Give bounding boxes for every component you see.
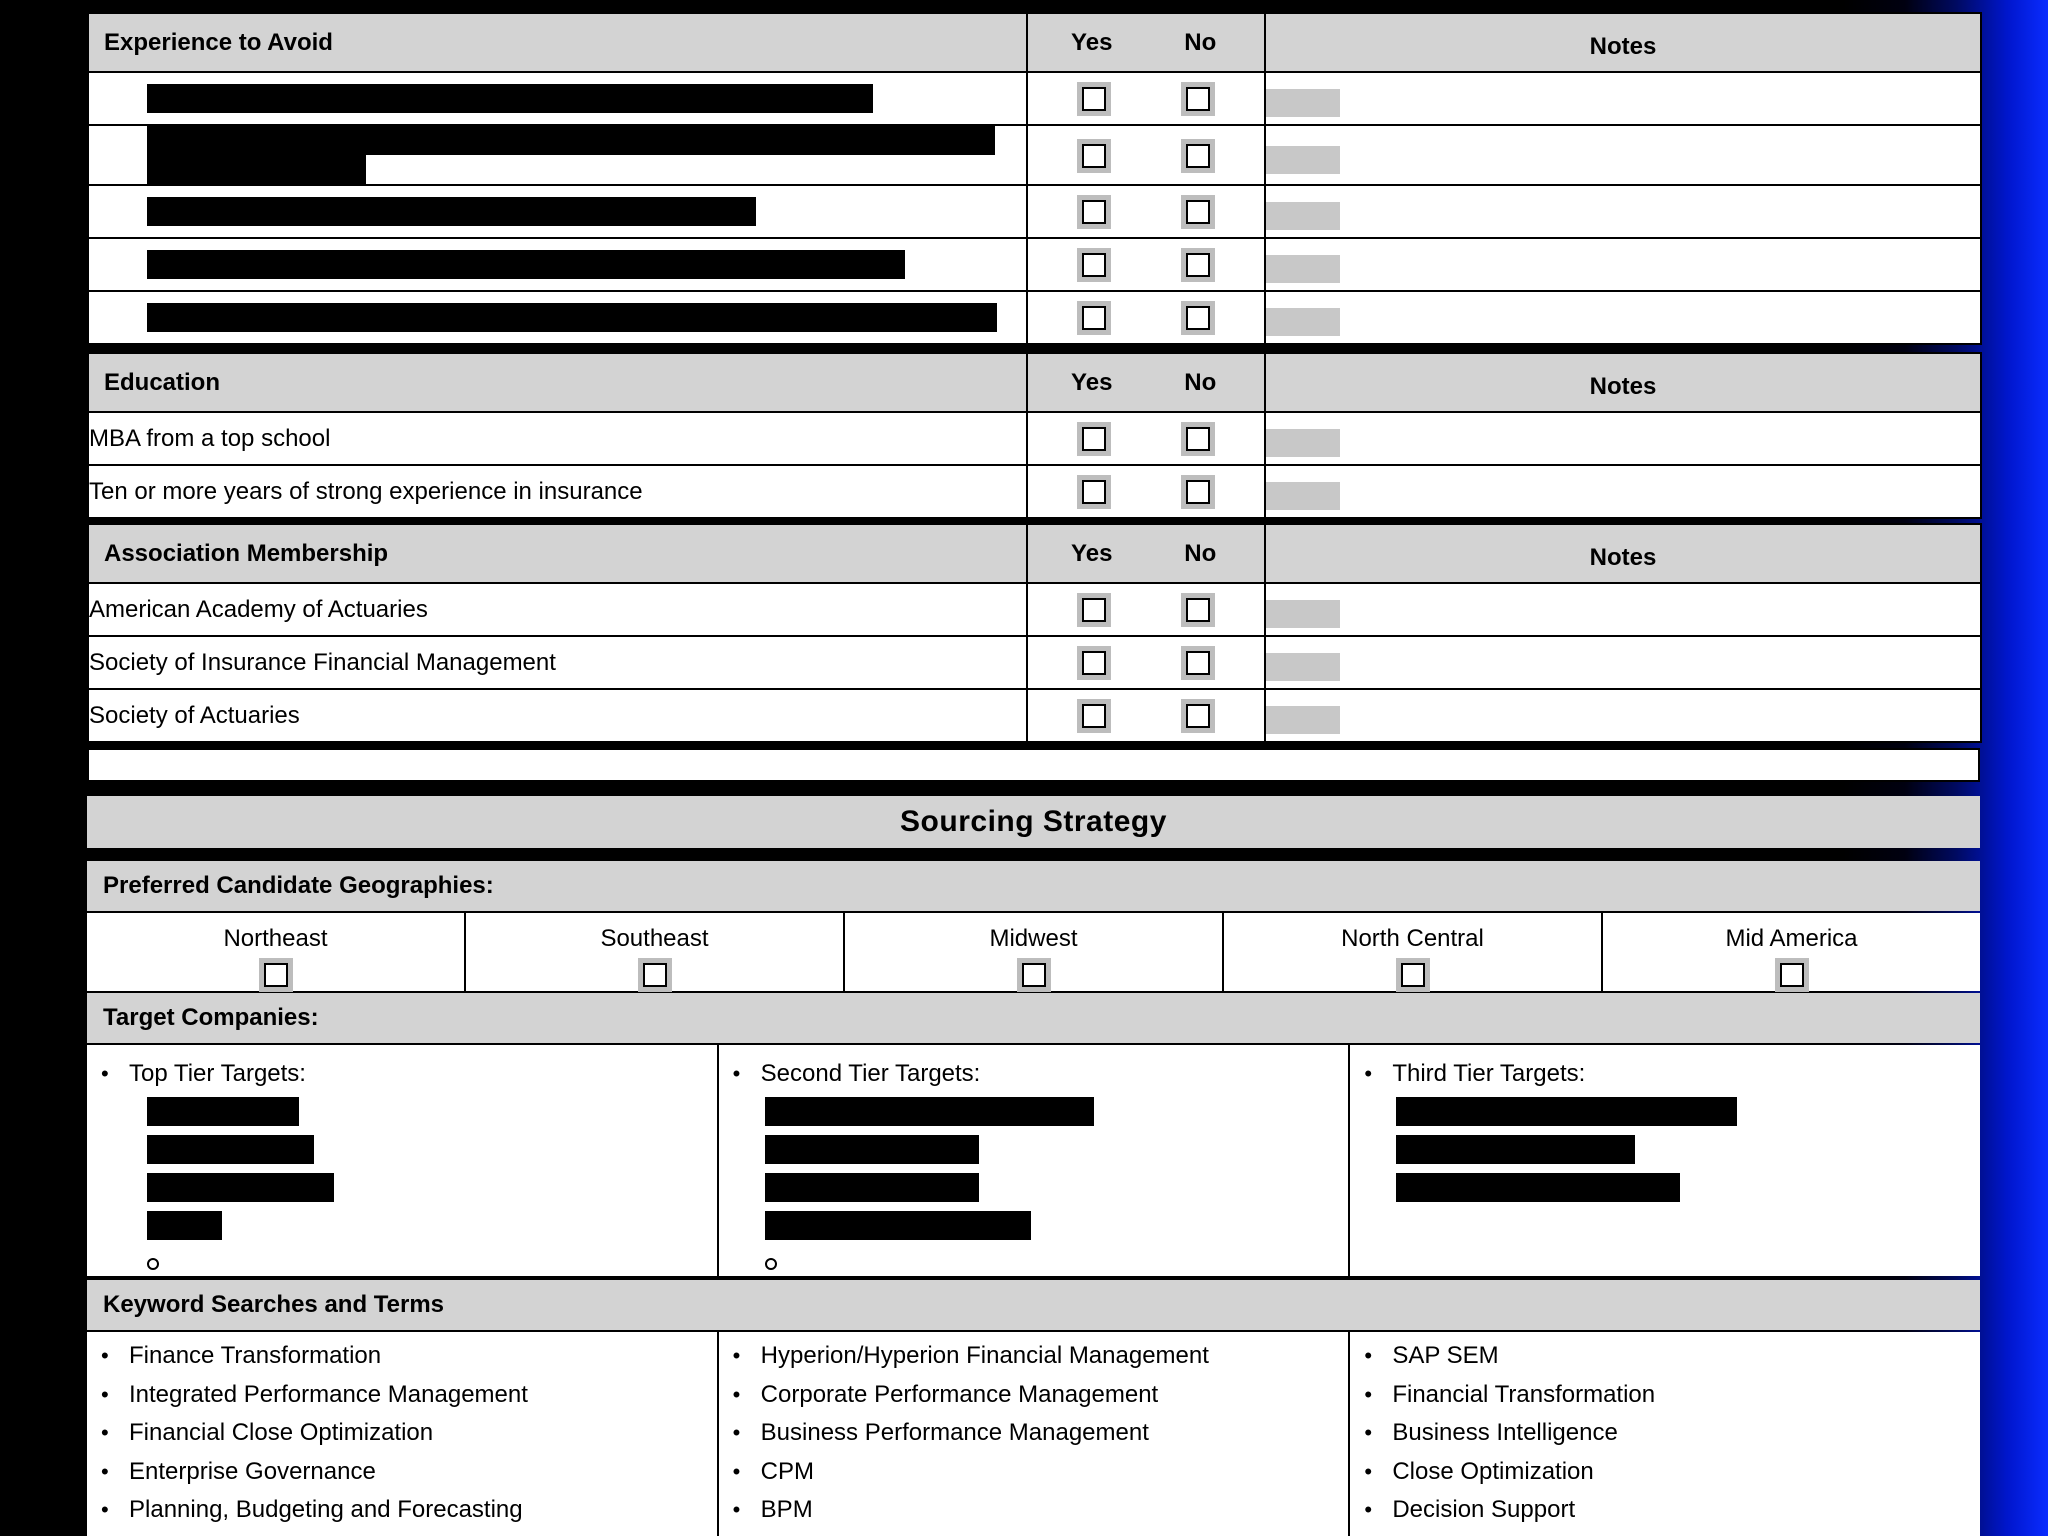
notes-cell (1265, 465, 1981, 518)
redacted-criterion (88, 125, 1027, 185)
notes-label: Notes (1265, 13, 1981, 72)
geography-checkbox[interactable] (264, 963, 288, 987)
no-checkbox[interactable] (1186, 480, 1210, 504)
keyword-item: • Corporate Performance Management (733, 1376, 1349, 1415)
notes-cell (1265, 412, 1981, 465)
yes-checkbox[interactable] (1082, 704, 1106, 728)
redacted-company-list (765, 1097, 1349, 1240)
target-companies-columns (87, 1045, 1980, 1276)
notes-field[interactable] (1266, 706, 1340, 734)
keyword-item: • Business Performance Management (733, 1414, 1349, 1453)
geographies-heading: Preferred Candidate Geographies: (87, 861, 1980, 911)
yes-checkbox[interactable] (1082, 87, 1106, 111)
yes-no-header (1027, 524, 1265, 583)
tier-column (1350, 1045, 1980, 1276)
education-criterion: MBA from a top school (88, 412, 1027, 465)
association-table (87, 523, 1982, 743)
yes-checkbox[interactable] (1082, 253, 1106, 277)
redacted-criterion (88, 291, 1027, 344)
no-checkbox[interactable] (1186, 704, 1210, 728)
tier-heading: • Second Tier Targets: (733, 1057, 1349, 1097)
no-label: No (1184, 28, 1217, 56)
no-label: No (1184, 539, 1217, 567)
tier-column (87, 1045, 719, 1276)
geography-label: Mid America (1725, 925, 1858, 952)
sub-bullet-icon (147, 1258, 159, 1270)
no-checkbox[interactable] (1186, 598, 1210, 622)
education-heading: Education (88, 353, 1027, 412)
experience-heading: Experience to Avoid (88, 13, 1027, 72)
association-row (88, 636, 1981, 689)
geography-checkbox[interactable] (1780, 963, 1804, 987)
geography-label: North Central (1341, 925, 1484, 952)
association-criterion: American Academy of Actuaries (88, 583, 1027, 636)
yes-checkbox[interactable] (1082, 651, 1106, 675)
yes-checkbox[interactable] (1082, 306, 1106, 330)
education-row (88, 412, 1981, 465)
yes-checkbox[interactable] (1082, 480, 1106, 504)
notes-field[interactable] (1266, 202, 1340, 230)
notes-cell (1265, 583, 1981, 636)
experience-row (88, 291, 1981, 344)
keyword-item: • Planning, Budgeting and Forecasting (101, 1491, 717, 1530)
association-row (88, 689, 1981, 742)
geography-option (466, 913, 845, 991)
notes-field[interactable] (1266, 146, 1340, 174)
no-checkbox[interactable] (1186, 200, 1210, 224)
education-row (88, 465, 1981, 518)
experience-row (88, 72, 1981, 125)
keyword-item: • CPM (733, 1453, 1349, 1492)
geography-option (1603, 913, 1980, 991)
yes-no-cell (1027, 238, 1265, 291)
geography-option (87, 913, 466, 991)
yes-no-cell (1027, 583, 1265, 636)
yes-no-cell (1027, 689, 1265, 742)
experience-to-avoid-table (87, 12, 1982, 345)
notes-cell (1265, 291, 1981, 344)
yes-checkbox[interactable] (1082, 427, 1106, 451)
association-row (88, 583, 1981, 636)
education-header-row (88, 353, 1981, 412)
geography-option (1224, 913, 1603, 991)
experience-header-row (88, 13, 1981, 72)
redacted-criterion (88, 185, 1027, 238)
keyword-item: • SAP SEM (1364, 1337, 1980, 1376)
no-label: No (1184, 368, 1217, 396)
yes-no-cell (1027, 465, 1265, 518)
notes-field[interactable] (1266, 255, 1340, 283)
yes-label: Yes (1071, 368, 1113, 396)
experience-row (88, 238, 1981, 291)
notes-field[interactable] (1266, 429, 1340, 457)
notes-field[interactable] (1266, 89, 1340, 117)
association-criterion: Society of Actuaries (88, 689, 1027, 742)
keyword-item: • Hyperion/Hyperion Financial Management (733, 1337, 1349, 1376)
keyword-item: • Business Intelligence (1364, 1414, 1980, 1453)
geography-label: Midwest (989, 925, 1078, 952)
yes-no-cell (1027, 636, 1265, 689)
keyword-item: • Finance Transformation (101, 1337, 717, 1376)
no-checkbox[interactable] (1186, 144, 1210, 168)
yes-checkbox[interactable] (1082, 598, 1106, 622)
keyword-item: • Decision Support (1364, 1491, 1980, 1530)
no-checkbox[interactable] (1186, 87, 1210, 111)
experience-row (88, 185, 1981, 238)
association-heading: Association Membership (88, 524, 1027, 583)
notes-cell (1265, 72, 1981, 125)
tier-heading: • Third Tier Targets: (1364, 1057, 1980, 1097)
yes-checkbox[interactable] (1082, 200, 1106, 224)
sub-bullet-icon (765, 1258, 777, 1270)
redacted-company-list (147, 1097, 717, 1240)
yes-no-cell (1027, 125, 1265, 185)
association-header-row (88, 524, 1981, 583)
notes-field[interactable] (1266, 482, 1340, 510)
yes-label: Yes (1071, 28, 1113, 56)
geography-label: Northeast (223, 925, 328, 952)
keyword-item: • Financial Transformation (1364, 1376, 1980, 1415)
keywords-heading: Keyword Searches and Terms (87, 1280, 1980, 1330)
target-companies-heading: Target Companies: (87, 993, 1980, 1043)
notes-field[interactable] (1266, 600, 1340, 628)
yes-no-cell (1027, 72, 1265, 125)
yes-label: Yes (1071, 539, 1113, 567)
keyword-column (719, 1332, 1351, 1536)
geographies-row (87, 913, 1980, 991)
sourcing-strategy-title: Sourcing Strategy (87, 796, 1980, 848)
no-checkbox[interactable] (1186, 651, 1210, 675)
keyword-item: • Close Optimization (1364, 1453, 1980, 1492)
keyword-item: • BPM (733, 1491, 1349, 1530)
document-frame (87, 0, 1980, 1536)
notes-label: Notes (1265, 353, 1981, 412)
notes-field[interactable] (1266, 653, 1340, 681)
keywords-columns (87, 1332, 1980, 1536)
redacted-criterion (88, 72, 1027, 125)
notes-cell (1265, 238, 1981, 291)
tier-column (719, 1045, 1351, 1276)
yes-no-cell (1027, 291, 1265, 344)
keyword-item: • Enterprise Governance (101, 1453, 717, 1492)
notes-cell (1265, 689, 1981, 742)
redacted-company-list (1396, 1097, 1980, 1202)
association-criterion: Society of Insurance Financial Management (88, 636, 1027, 689)
yes-checkbox[interactable] (1082, 144, 1106, 168)
blank-spacer-row (87, 748, 1980, 782)
yes-no-header (1027, 13, 1265, 72)
education-table (87, 352, 1982, 519)
geography-label: Southeast (600, 925, 709, 952)
no-checkbox[interactable] (1186, 306, 1210, 330)
experience-row (88, 125, 1981, 185)
geography-checkbox[interactable] (1022, 963, 1046, 987)
redacted-criterion (88, 238, 1027, 291)
yes-no-cell (1027, 185, 1265, 238)
keyword-column (87, 1332, 719, 1536)
notes-label: Notes (1265, 524, 1981, 583)
keyword-item: • Financial Close Optimization (101, 1414, 717, 1453)
geography-checkbox[interactable] (1401, 963, 1425, 987)
tier-heading: • Top Tier Targets: (101, 1057, 717, 1097)
geography-checkbox[interactable] (643, 963, 667, 987)
education-criterion: Ten or more years of strong experience in insurance (88, 465, 1027, 518)
geography-option (845, 913, 1224, 991)
notes-cell (1265, 636, 1981, 689)
no-checkbox[interactable] (1186, 427, 1210, 451)
yes-no-header (1027, 353, 1265, 412)
yes-no-cell (1027, 412, 1265, 465)
notes-field[interactable] (1266, 308, 1340, 336)
notes-cell (1265, 185, 1981, 238)
no-checkbox[interactable] (1186, 253, 1210, 277)
keyword-item: • Integrated Performance Management (101, 1376, 717, 1415)
notes-cell (1265, 125, 1981, 185)
keyword-column (1350, 1332, 1980, 1536)
